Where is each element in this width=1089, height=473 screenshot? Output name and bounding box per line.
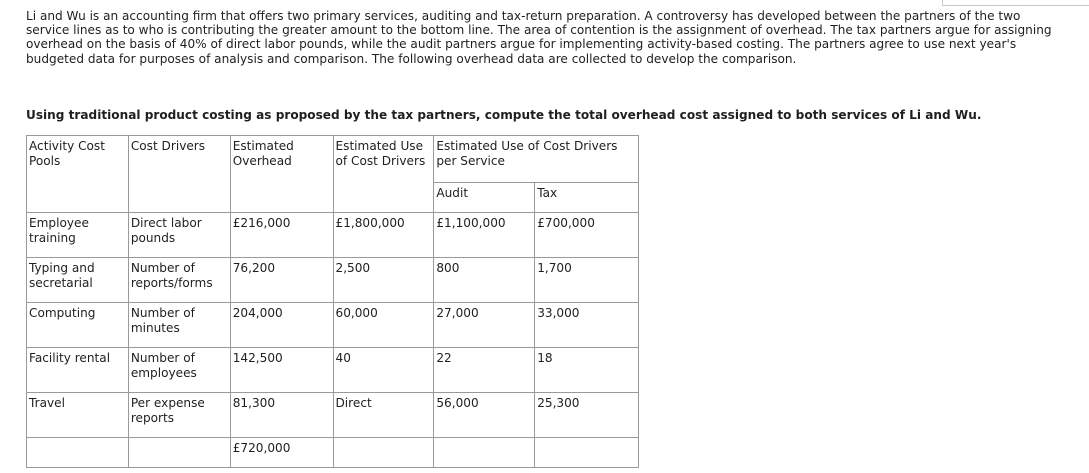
- cell-tax: 25,300: [535, 393, 639, 438]
- cell-total-overhead: £720,000: [230, 438, 333, 468]
- top-edge-divider: [942, 0, 1089, 6]
- cell-pool: Typing and secretarial: [27, 258, 129, 303]
- cell-use: 60,000: [333, 303, 434, 348]
- cell-driver: Number of reports/forms: [128, 258, 230, 303]
- table-row: [27, 348, 639, 393]
- cell-audit: 22: [434, 348, 535, 393]
- cell-audit: 27,000: [434, 303, 535, 348]
- cell-driver: Per expense reports: [128, 393, 230, 438]
- cell-audit: 800: [434, 258, 535, 303]
- cell-pool: Facility rental: [27, 348, 129, 393]
- cell-audit: £1,100,000: [434, 213, 535, 258]
- cell-pool: Computing: [27, 303, 129, 348]
- header-estimated-use-per-service: Estimated Use of Cost Drivers per Service: [434, 136, 639, 183]
- cell-pool: Travel: [27, 393, 129, 438]
- header-activity-cost-pools: Activity Cost Pools: [27, 136, 129, 183]
- cell-overhead: 76,200: [230, 258, 333, 303]
- problem-intro: Li and Wu is an accounting firm that offers two primary services, auditing and tax-return preparation. A controversy has developed between the partners of the two service lines as to who is contributing the greater amount to the bottom line. The area of contention is the assignment of overhead. The tax partners argue for assigning overhead on the basis of 40% of direct labor pounds, while the audit partners argue for implementing activity-based costing. The partners agree to use next year's budgeted data for purposes of analysis and comparison. The following overhead data are collected to develop the comparison.: [26, 9, 1052, 66]
- cell-overhead: 204,000: [230, 303, 333, 348]
- cell-driver: Number of minutes: [128, 303, 230, 348]
- overhead-data-table: [26, 135, 639, 468]
- table-row: [27, 393, 639, 438]
- cell-tax: 33,000: [535, 303, 639, 348]
- cell-overhead: 142,500: [230, 348, 333, 393]
- table-total-row: [27, 438, 639, 468]
- cell-driver: Direct labor pounds: [128, 213, 230, 258]
- table-row: [27, 258, 639, 303]
- cell-use: 2,500: [333, 258, 434, 303]
- cell-overhead: £216,000: [230, 213, 333, 258]
- table-row: [27, 303, 639, 348]
- table-header-row: [27, 136, 639, 183]
- cell-driver: Number of employees: [128, 348, 230, 393]
- header-estimated-use: Estimated Use of Cost Drivers: [333, 136, 434, 183]
- cell-use: Direct: [333, 393, 434, 438]
- cell-audit: 56,000: [434, 393, 535, 438]
- cell-tax: 18: [535, 348, 639, 393]
- cell-use: 40: [333, 348, 434, 393]
- cell-pool: Employee training: [27, 213, 129, 258]
- table-subheader-row: [27, 183, 639, 213]
- cell-tax: £700,000: [535, 213, 639, 258]
- header-cost-drivers: Cost Drivers: [128, 136, 230, 183]
- cell-tax: 1,700: [535, 258, 639, 303]
- cell-use: £1,800,000: [333, 213, 434, 258]
- question-prompt: Using traditional product costing as proposed by the tax partners, compute the total overhead cost assigned to both services of Li and Wu.: [26, 108, 982, 122]
- table-row: [27, 213, 639, 258]
- cell-overhead: 81,300: [230, 393, 333, 438]
- header-tax: Tax: [535, 183, 639, 213]
- header-audit: Audit: [434, 183, 535, 213]
- header-estimated-overhead: Estimated Overhead: [230, 136, 333, 183]
